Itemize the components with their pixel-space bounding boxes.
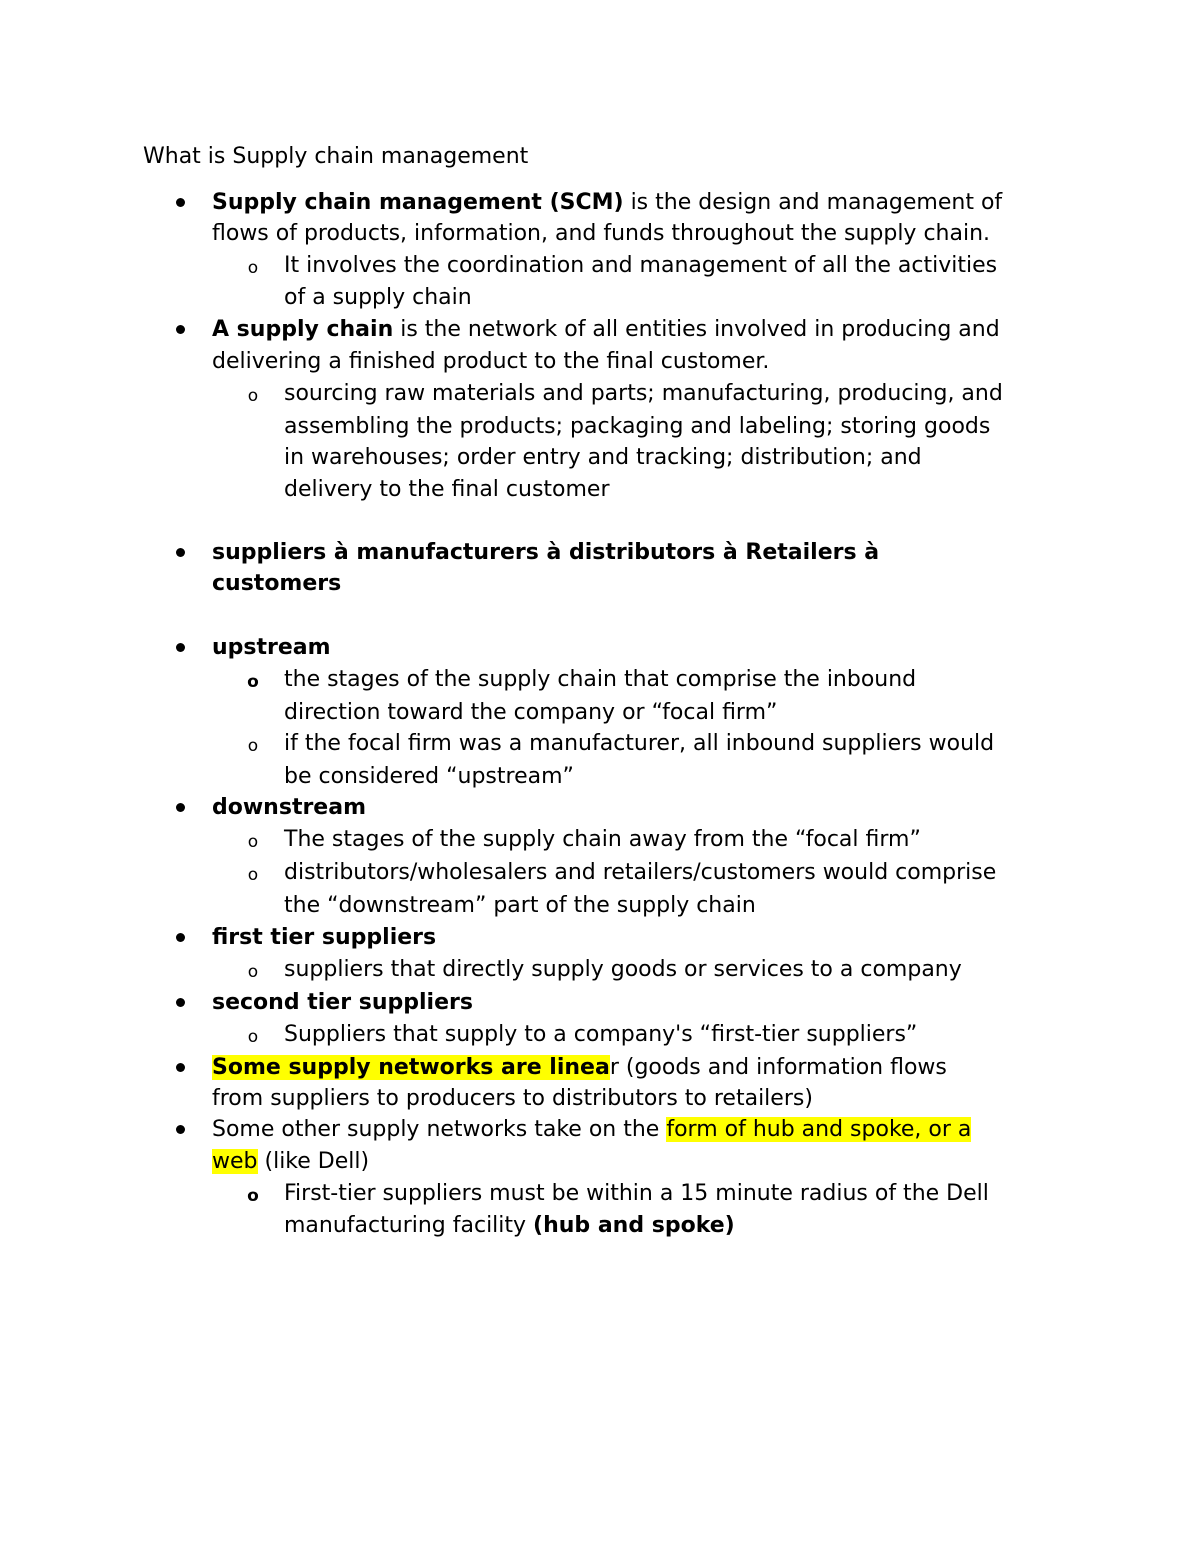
bullet-icon [176,643,185,652]
list-item-scm-definition [212,187,1002,219]
sub-list-item-text: if the focal firm was a manufacturer, all inbound suppliers would [284,731,995,756]
sub-bullet-icon: o [247,736,259,756]
bullet-icon [176,803,185,812]
sub-list-item-text: It involves the coordination and management of all the activities [284,253,998,278]
sub-bullet-icon: o [247,1186,259,1206]
sub-bullet-icon: o [247,962,259,982]
bullet-icon [176,325,185,334]
highlighted-text: form of hub and spoke, or a [666,1117,972,1142]
sub-bullet-icon: o [247,832,259,852]
bullet-icon [176,548,185,557]
list-item-text-line: delivering a finished product to the final customer. [212,349,770,374]
sub-list-item-text: the stages of the supply chain that comprise the inbound [284,667,917,692]
sub-list-item-text: sourcing raw materials and parts; manufacturing, producing, and [284,381,1003,406]
sub-list-item-text: The stages of the supply chain away from the “focal firm” [284,827,921,852]
sub-bullet-icon: o [247,386,259,406]
text-span: r [609,1055,619,1080]
list-item-supply-chain-definition [212,314,1000,346]
list-item-upstream: upstream [212,635,331,660]
sub-list-item-text-line: the “downstream” part of the supply chain [284,893,756,918]
text-span: is the network of all entities involved in producing and [393,317,1000,342]
sub-list-item-text-line: be considered “upstream” [284,764,574,789]
sub-list-item-text: First-tier suppliers must be within a 15 minute radius of the Dell [284,1181,989,1206]
list-item-linear-networks [212,1052,947,1084]
sub-list-item-text: distributors/wholesalers and retailers/customers would comprise [284,860,997,885]
list-item-hub-spoke [212,1114,971,1146]
sub-list-item-text-line: delivery to the final customer [284,477,610,502]
list-item-text-line: customers [212,571,342,596]
sub-list-item-text: suppliers that directly supply goods or services to a company [284,957,962,982]
sub-list-item-text-line: assembling the products; packaging and labeling; storing goods [284,414,991,439]
list-item-text-line: from suppliers to producers to distributors to retailers) [212,1086,813,1111]
sub-bullet-icon: o [247,258,259,278]
list-item-first-tier: first tier suppliers [212,925,437,950]
sub-bullet-icon: o [247,865,259,885]
bullet-icon [176,933,185,942]
sub-list-item-text-line: of a supply chain [284,285,472,310]
list-item-downstream: downstream [212,795,366,820]
highlighted-text: web [212,1149,258,1174]
term-supply-chain: A supply chain [212,317,394,342]
text-span: (like Dell) [257,1149,370,1174]
bullet-icon [176,1125,185,1134]
bullet-icon [176,198,185,207]
sub-list-item-text-line: in warehouses; order entry and tracking; distribution; and [284,445,922,470]
sub-list-item-text-line: direction toward the company or “focal firm” [284,700,778,725]
text-span: manufacturing facility [284,1213,534,1238]
highlighted-text: Some supply networks are linea [212,1055,610,1080]
term-scm: Supply chain management (SCM) [212,190,624,215]
list-item-text-line: flows of products, information, and funds throughout the supply chain. [212,221,991,246]
list-item-flow: suppliers à manufacturers à distributors à Retailers à [212,540,880,565]
bold-text: (hub and spoke) [533,1213,735,1238]
bullet-icon [176,998,185,1007]
sub-bullet-icon: o [247,672,259,692]
text-span: Some other supply networks take on the [212,1117,667,1142]
bullet-icon [176,1063,185,1072]
sub-list-item-text-line [284,1210,735,1242]
text-span: (goods and information flows [618,1055,947,1080]
sub-list-item-text: Suppliers that supply to a company's “first-tier suppliers” [284,1022,918,1047]
list-item-text-line [212,1146,369,1178]
list-item-second-tier: second tier suppliers [212,990,473,1015]
document-title: What is Supply chain management [143,144,529,169]
sub-bullet-icon: o [247,1027,259,1047]
text-span: is the design and management of [623,190,1003,215]
